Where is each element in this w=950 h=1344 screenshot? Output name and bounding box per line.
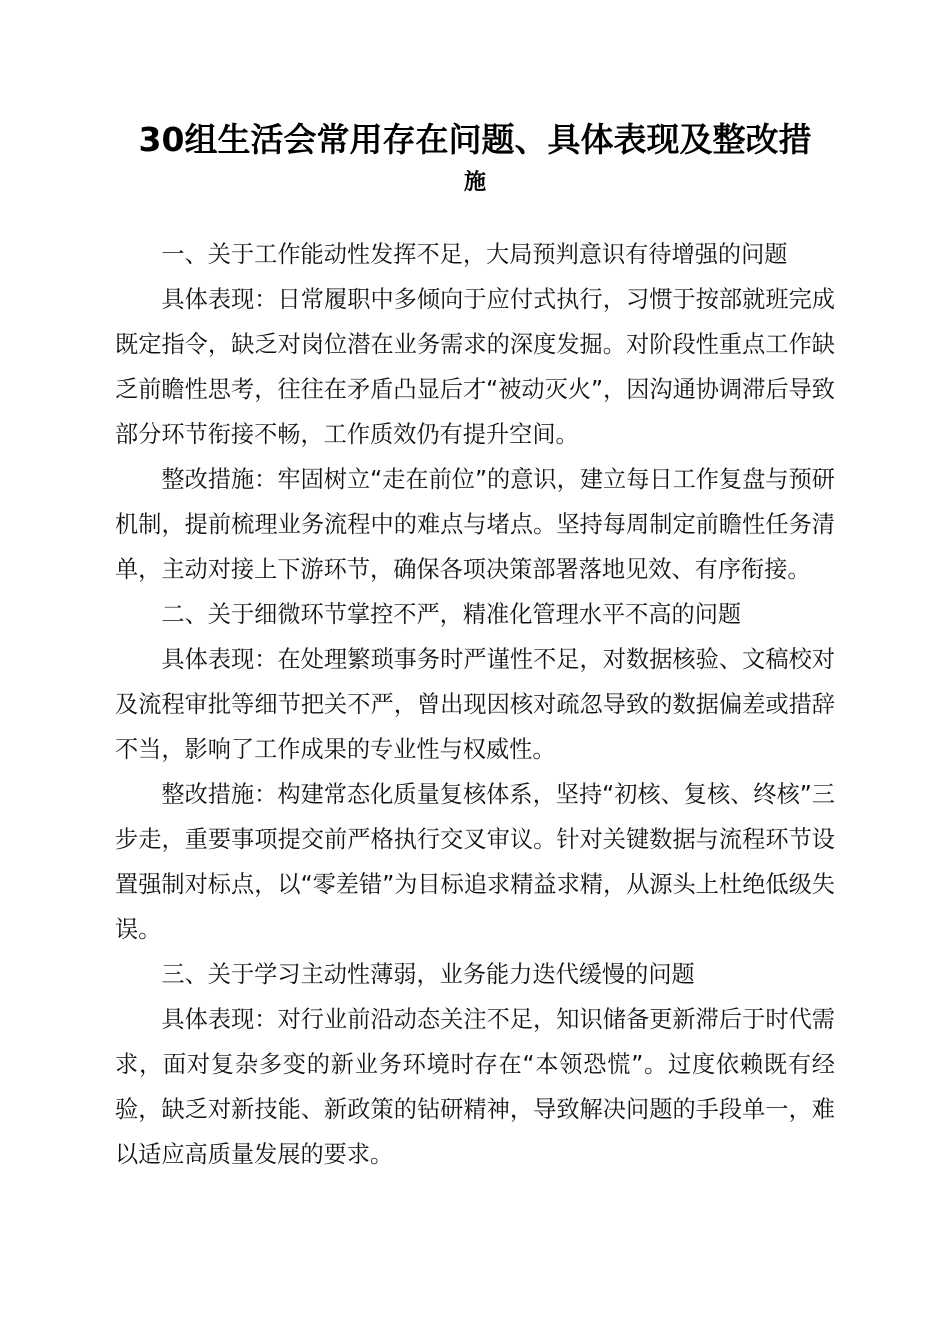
document-title: 30组生活会常用存在问题、具体表现及整改措 [138,120,812,159]
paragraph-manifestation-2: 具体表现：在处理繁琐事务时严谨性不足，对数据核验、文稿校对及流程审批等细节把关不严，曾出现因核对疏忽导致的数据偏差或措辞不当，影响了工作成果的专业性与权威性。 [115,646,835,763]
paragraph-measures-1: 整改措施：牢固树立“走在前位”的意识，建立每日工作复盘与预研机制，提前梳理业务流程中的难点与堵点。坚持每周制定前瞻性任务清单，主动对接上下游环节，确保各项决策部署落地见效、有序衔接。 [115,466,835,583]
paragraph-manifestation-3: 具体表现：对行业前沿动态关注不足，知识储备更新滞后于时代需求，面对复杂多变的新业务环境时存在“本领恐慌”。过度依赖既有经验，缺乏对新技能、新政策的钻研精神，导致解决问题的手段单一，难以适应高质量发展的要求。 [115,1006,835,1168]
section-heading-2: 二、关于细微环节掌控不严，精准化管理水平不高的问题 [161,601,742,628]
document-title-continuation: 施 [463,170,486,195]
document-body [115,232,835,1177]
paragraph-manifestation-1: 具体表现：日常履职中多倾向于应付式执行，习惯于按部就班完成既定指令，缺乏对岗位潜在业务需求的深度发掘。对阶段性重点工作缺乏前瞻性思考，往往在矛盾凸显后才“被动灭火”，因沟通协调滞后导致部分环节衔接不畅，工作质效仍有提升空间。 [115,286,835,448]
section-heading-3: 三、关于学习主动性薄弱，业务能力迭代缓慢的问题 [161,961,695,988]
section-heading-1: 一、关于工作能动性发挥不足，大局预判意识有待增强的问题 [161,241,788,268]
paragraph-measures-2: 整改措施：构建常态化质量复核体系，坚持“初核、复核、终核”三步走，重要事项提交前严格执行交叉审议。针对关键数据与流程环节设置强制对标点，以“零差错”为目标追求精益求精，从源头上杜绝低级失误。 [115,781,835,943]
